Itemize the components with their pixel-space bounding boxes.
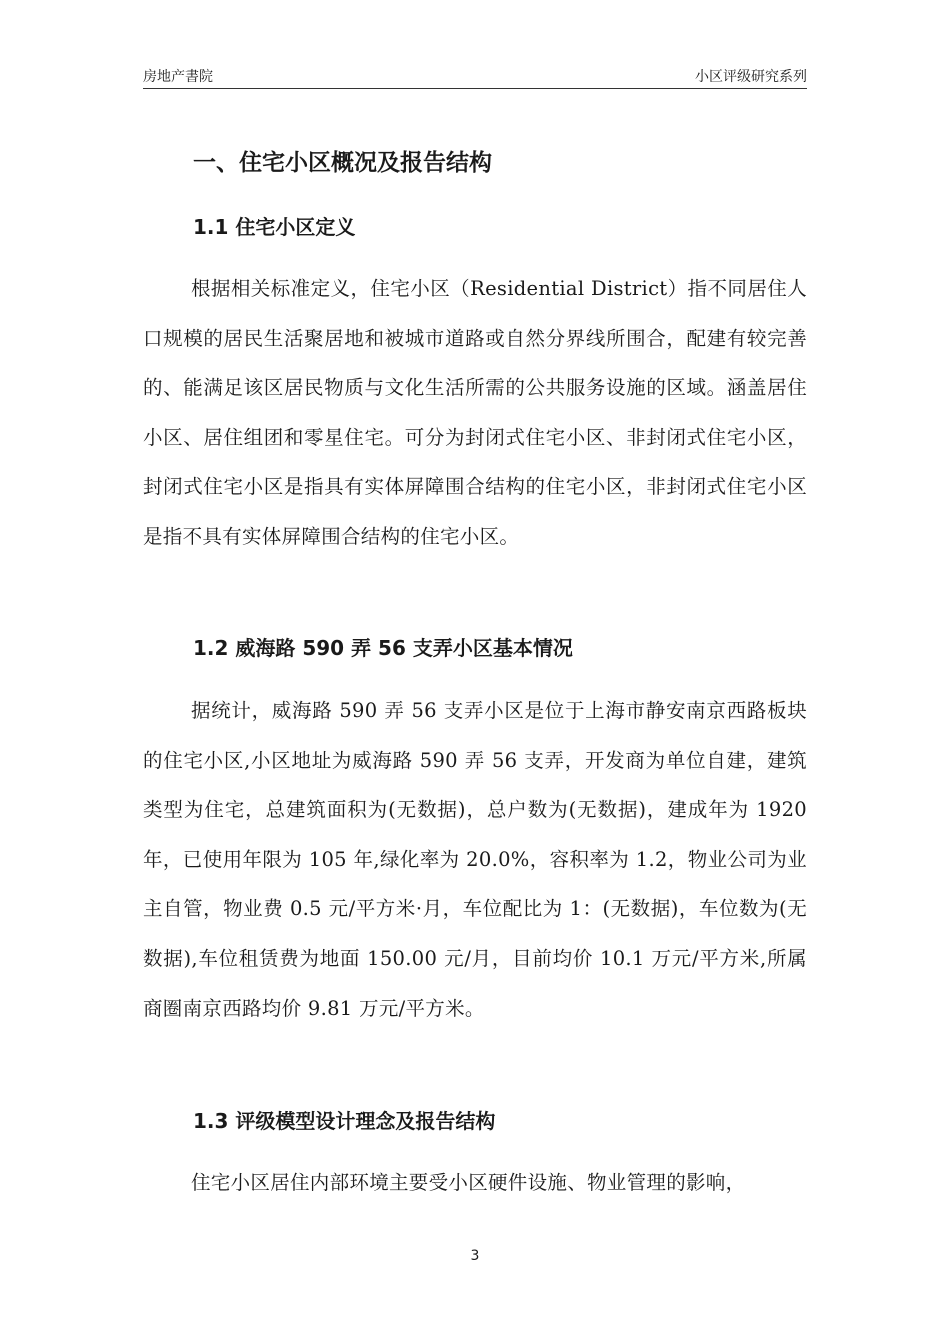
section-heading-1: 一、住宅小区概况及报告结构 — [193, 150, 492, 176]
page-number: 3 — [470, 1248, 480, 1264]
section-heading-1-1: 1.1 住宅小区定义 — [193, 215, 356, 239]
header-series-title: 小区评级研究系列 — [695, 69, 807, 85]
page-header — [143, 66, 807, 89]
paragraph-community-overview: 据统计，威海路 590 弄 56 支弄小区是位于上海市静安南京西路板块的住宅小区,小区地址为威海路 590 弄 56 支弄，开发商为单位自建，建筑类型为住宅，总建筑面积为(无数据)，总户数为(无数据)，建成年为 1920 年，已使用年限为 105 年,绿化率为 20.0%，容积率为 1.2，物业公司为业主自管，物业费 0.5 元/平方米·月，车位配比为 1：(无数据)，车位数为(无数据),车位租赁费为地面 150.00 元/月，目前均价 10.1 万元/平方米,所属商圈南京西路均价 9.81 万元/平方米。 — [143, 699, 807, 1020]
paragraph-residential-definition: 根据相关标准定义，住宅小区（Residential District）指不同居住人口规模的居民生活聚居地和被城市道路或自然分界线所围合，配建有较完善的、能满足该区居民物质与文化生活所需的公共服务设施的区域。涵盖居住小区、居住组团和零星住宅。可分为封闭式住宅小区、非封闭式住宅小区，封闭式住宅小区是指具有实体屏障围合结构的住宅小区，非封闭式住宅小区是指不具有实体屏障围合结构的住宅小区。 — [143, 277, 807, 548]
section-heading-1-2: 1.2 威海路 590 弄 56 支弄小区基本情况 — [193, 636, 573, 660]
paragraph-rating-model: 住宅小区居住内部环境主要受小区硬件设施、物业管理的影响， — [191, 1171, 746, 1194]
section-heading-1-3: 1.3 评级模型设计理念及报告结构 — [193, 1109, 496, 1133]
header-publisher: 房地产書院 — [143, 69, 213, 85]
